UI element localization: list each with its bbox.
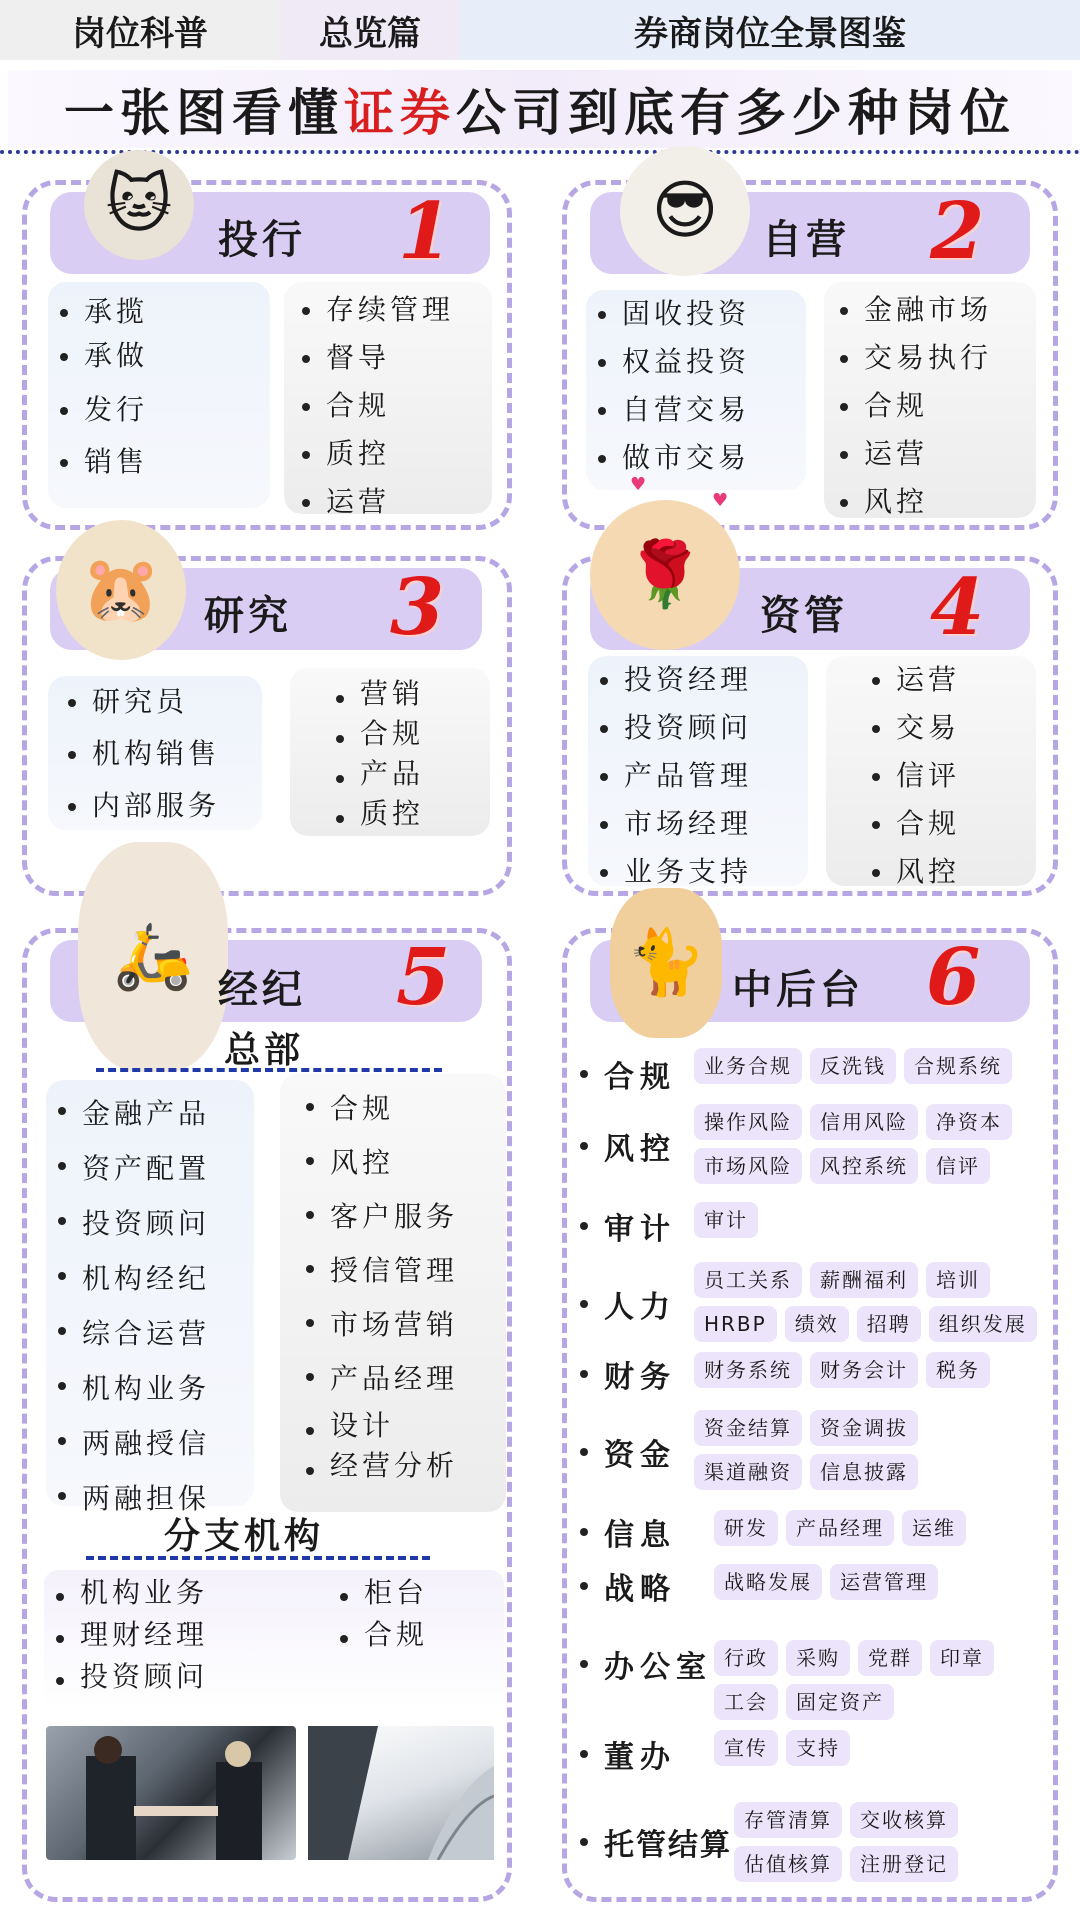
chip: 战略发展	[714, 1564, 822, 1600]
tab-overview[interactable]: 总览篇	[280, 0, 460, 60]
handshake-icon	[46, 1726, 296, 1860]
chip: 印章	[930, 1640, 994, 1676]
list-item: 两融授信	[52, 1416, 254, 1471]
list-item: 研究员	[62, 678, 262, 726]
building-icon	[308, 1726, 494, 1860]
section-brokerage-title: 经纪	[218, 967, 306, 1013]
chip: 工会	[714, 1684, 778, 1720]
page-title	[8, 70, 1072, 148]
list-item: 合规	[296, 382, 492, 430]
list-item: 产品经理	[300, 1352, 506, 1406]
section-research-title: 研究	[204, 593, 292, 639]
chip: 绩效	[785, 1306, 849, 1342]
list-item: 督导	[296, 334, 492, 382]
section-midback-number: 6	[926, 932, 981, 1023]
chip: 运维	[902, 1510, 966, 1546]
chip: 财务系统	[694, 1352, 802, 1388]
list-item: 机构业务	[52, 1361, 254, 1416]
chip: 固定资产	[786, 1684, 894, 1720]
list-item: 经营分析	[300, 1446, 506, 1486]
chip: 员工关系	[694, 1262, 802, 1298]
list-item: 风控	[834, 478, 1036, 526]
list-item: 客户服务	[300, 1190, 506, 1244]
list-item: 合规	[330, 714, 490, 754]
hamster-dumbbell-icon: 🐹	[56, 520, 186, 660]
chip: 财务会计	[810, 1352, 918, 1388]
chip: 存管清算	[734, 1802, 842, 1838]
branch-col-right	[334, 1572, 428, 1656]
list-item: 机构业务	[50, 1572, 208, 1614]
section-prop-title: 自营	[762, 217, 850, 263]
section-am-col-left	[588, 656, 808, 886]
list-item: 两融担保	[52, 1471, 254, 1526]
chip: 产品经理	[786, 1510, 894, 1546]
section-am-number: 4	[930, 562, 985, 653]
list-item: 机构销售	[62, 730, 262, 778]
branch-divider	[86, 1556, 430, 1560]
heart-icon: ♥	[630, 474, 647, 495]
list-item: 信评	[866, 752, 1036, 800]
row-label: 人力	[574, 1282, 694, 1326]
midback-rows	[574, 1040, 1054, 1890]
list-item: 合规	[300, 1082, 506, 1136]
list-item: 业务支持	[594, 848, 808, 896]
section-ib-col-right	[284, 282, 492, 518]
list-item: 授信管理	[300, 1244, 506, 1298]
hq-col-right	[280, 1074, 506, 1512]
section-research-number: 3	[390, 562, 445, 653]
chip: 信用风险	[810, 1104, 918, 1140]
list-item: 合规	[334, 1614, 428, 1656]
handshake-photo	[46, 1726, 296, 1860]
chip: 合规系统	[904, 1048, 1012, 1084]
list-item: 内部服务	[62, 782, 262, 830]
row-label: 审计	[574, 1204, 694, 1248]
list-item: 市场经理	[594, 800, 808, 848]
title-pre: 一张图看懂	[64, 84, 344, 142]
list-item: 市场营销	[300, 1298, 506, 1352]
list-item: 自营交易	[592, 386, 806, 434]
list-item: 设计	[300, 1406, 506, 1446]
hq-col-left	[46, 1080, 254, 1515]
title-highlight: 证券	[344, 84, 456, 142]
row-label: 董办	[574, 1732, 714, 1776]
list-item: 投资顾问	[594, 704, 808, 752]
section-am-title: 资管	[760, 593, 848, 639]
chip: 信息披露	[810, 1454, 918, 1490]
chip: HRBP	[694, 1306, 777, 1342]
list-item: 质控	[296, 430, 492, 478]
list-item: 权益投资	[592, 338, 806, 386]
row-label: 资金	[574, 1430, 694, 1474]
chip: 税务	[926, 1352, 990, 1388]
hq-label: 总部	[224, 1030, 305, 1071]
branch-col-left	[50, 1572, 208, 1698]
cat-rose-icon: 🌹	[590, 500, 740, 650]
heart-icon: ♥	[712, 490, 729, 511]
tab-panorama[interactable]: 券商岗位全景图鉴	[460, 0, 1080, 60]
section-midback-title: 中后台	[732, 967, 864, 1013]
chip: 研发	[714, 1510, 778, 1546]
section-brokerage-number: 5	[396, 932, 451, 1023]
cat-thinking-icon: 🐈	[610, 888, 722, 1038]
list-item: 金融产品	[52, 1086, 254, 1141]
chip: 党群	[858, 1640, 922, 1676]
top-tab-bar	[0, 0, 1080, 60]
chip: 资金结算	[694, 1410, 802, 1446]
list-item: 柜台	[334, 1572, 428, 1614]
list-item: 运营	[866, 656, 1036, 704]
row-label: 信息	[574, 1510, 714, 1554]
chip: 采购	[786, 1640, 850, 1676]
cat-sunglasses-icon: 😎	[620, 146, 750, 276]
list-item: 合规	[834, 382, 1036, 430]
chip: 组织发展	[929, 1306, 1037, 1342]
building-photo	[308, 1726, 494, 1860]
chip: 业务合规	[694, 1048, 802, 1084]
section-prop-number: 2	[930, 186, 985, 277]
row-label: 战略	[574, 1564, 714, 1608]
title-post: 公司到底有多少种岗位	[456, 84, 1016, 142]
list-item: 产品管理	[594, 752, 808, 800]
section-prop-col-left	[586, 290, 806, 490]
list-item: 承做	[54, 332, 270, 380]
list-item: 发行	[54, 386, 270, 434]
chip: 交收核算	[850, 1802, 958, 1838]
list-item: 销售	[54, 438, 270, 486]
chip: 运营管理	[830, 1564, 938, 1600]
section-prop-col-right	[824, 282, 1036, 518]
hq-divider	[96, 1068, 442, 1072]
list-item: 综合运营	[52, 1306, 254, 1361]
chip: 市场风险	[694, 1148, 802, 1184]
section-research-col-right	[290, 668, 490, 836]
row-label: 办公室	[574, 1642, 714, 1686]
chip: 操作风险	[694, 1104, 802, 1140]
chip: 审计	[694, 1202, 758, 1238]
list-item: 机构经纪	[52, 1251, 254, 1306]
list-item: 质控	[330, 794, 490, 834]
list-item: 资产配置	[52, 1141, 254, 1196]
section-ib-number: 1	[398, 186, 453, 277]
list-item: 金融市场	[834, 286, 1036, 334]
list-item: 运营	[834, 430, 1036, 478]
section-research-col-left	[48, 676, 262, 830]
chip: 招聘	[857, 1306, 921, 1342]
chip: 宣传	[714, 1730, 778, 1766]
list-item: 运营	[296, 478, 492, 526]
list-item: 合规	[866, 800, 1036, 848]
chip: 渠道融资	[694, 1454, 802, 1490]
list-item: 投资经理	[594, 656, 808, 704]
list-item: 风控	[300, 1136, 506, 1190]
row-label: 风控	[574, 1124, 694, 1168]
list-item: 存续管理	[296, 286, 492, 334]
list-item: 承揽	[54, 288, 270, 336]
chip: 风控系统	[810, 1148, 918, 1184]
chip: 估值核算	[734, 1846, 842, 1882]
list-item: 理财经理	[50, 1614, 208, 1656]
section-am-col-right	[826, 656, 1036, 886]
section-ib-title: 投行	[218, 217, 306, 263]
list-item: 做市交易	[592, 434, 806, 482]
chip: 净资本	[926, 1104, 1012, 1140]
list-item: 交易执行	[834, 334, 1036, 382]
chip: 行政	[714, 1640, 778, 1676]
list-item: 投资顾问	[50, 1656, 208, 1698]
list-item: 投资顾问	[52, 1196, 254, 1251]
row-label: 财务	[574, 1352, 694, 1396]
tab-science[interactable]: 岗位科普	[0, 0, 280, 60]
list-item: 产品	[330, 754, 490, 794]
chip: 反洗钱	[810, 1048, 896, 1084]
hamster-scooter-icon: 🛵	[78, 842, 228, 1072]
chip: 薪酬福利	[810, 1262, 918, 1298]
chip: 信评	[926, 1148, 990, 1184]
list-item: 营销	[330, 674, 490, 714]
chip: 资金调拔	[810, 1410, 918, 1446]
row-label: 托管结算	[574, 1820, 734, 1864]
title-divider	[0, 150, 1080, 154]
chip: 培训	[926, 1262, 990, 1298]
list-item: 交易	[866, 704, 1036, 752]
row-label: 合规	[574, 1052, 694, 1096]
chip: 支持	[786, 1730, 850, 1766]
branch-label: 分支机构	[164, 1516, 325, 1557]
cat-keyboard-icon: 🐱	[84, 150, 194, 260]
section-ib-col-left	[48, 282, 270, 508]
chip: 注册登记	[850, 1846, 958, 1882]
list-item: 固收投资	[592, 290, 806, 338]
list-item: 风控	[866, 848, 1036, 896]
